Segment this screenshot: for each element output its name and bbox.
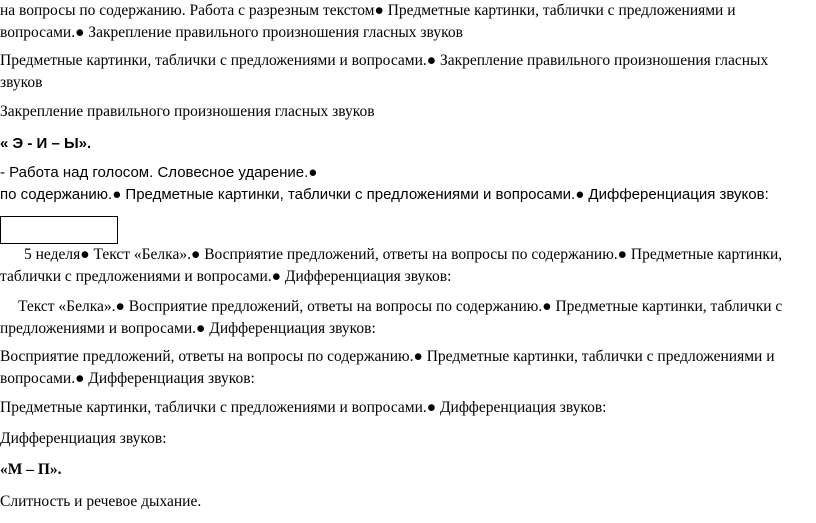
paragraph-2: Предметные картинки, таблички с предложениями и вопросами.● Закрепление правильного произношения гласных звуков: [0, 52, 769, 91]
paragraph-breathing: Слитность и речевое дыхание.: [0, 493, 202, 510]
paragraph-week-5: 5 неделя● Текст «Белка».● Восприятие предложений, ответы на вопросы по содержанию.● Предметные картинки, таблички с предложениями и вопросами.● Дифференциация звуков:: [0, 246, 783, 285]
heading-vowels: « Э - И – Ы».: [0, 135, 92, 152]
paragraph-subject-pictures: Предметные картинки, таблички с предложениями и вопросами.● Дифференциация звуков:: [0, 399, 607, 416]
paragraph-differentiation-1: по содержанию.● Предметные картинки, таблички с предложениями и вопросами.● Дифференциация звуков:: [0, 186, 769, 203]
empty-box: [0, 216, 118, 244]
paragraph-3: Закрепление правильного произношения гласных звуков: [0, 103, 375, 120]
heading-m-p: «М – П».: [0, 461, 62, 478]
paragraph-text-belka: Текст «Белка».● Восприятие предложений, ответы на вопросы по содержанию.● Предметные картинки, таблички с предложениями и вопросами.● Дифференциация звуков:: [0, 298, 783, 337]
paragraph-voice-work: - Работа над голосом. Словесное ударение.●: [0, 164, 318, 181]
paragraph-perception: Восприятие предложений, ответы на вопросы по содержанию.● Предметные картинки, таблички с предложениями и вопросами.● Дифференциация звуков:: [0, 348, 775, 387]
paragraph-differentiation-2: Дифференциация звуков:: [0, 430, 167, 447]
paragraph-1: на вопросы по содержанию. Работа с разрезным текстом● Предметные картинки, таблички с предложениями и вопросами.● Закрепление правильного произношения гласных звуков: [0, 2, 736, 41]
